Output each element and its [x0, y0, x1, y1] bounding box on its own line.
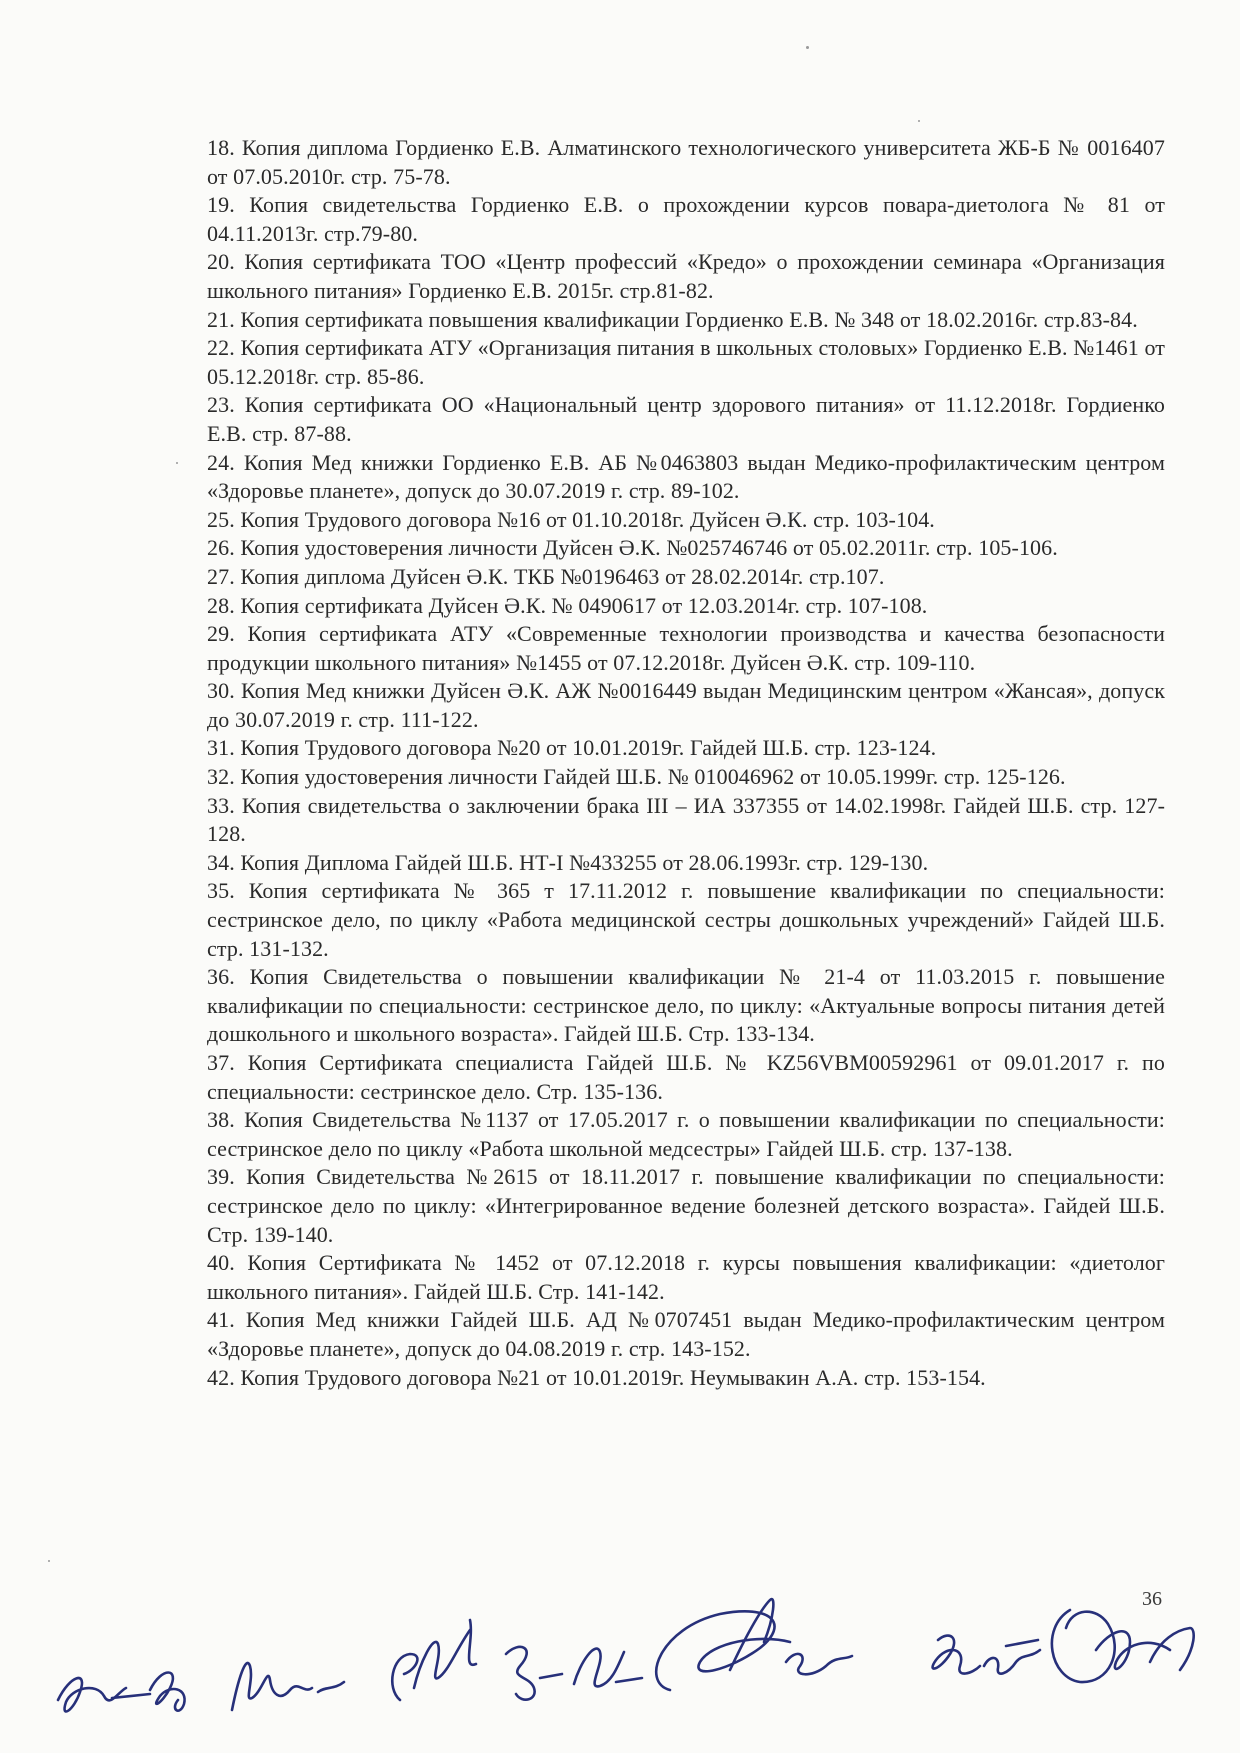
list-item: 25. Копия Трудового договора №16 от 01.10.2018г. Дуйсен Ә.К. стр. 103-104. [207, 506, 935, 532]
signatures-row [0, 1570, 1240, 1753]
list-item: 29. Копия сертификата АТУ «Современные технологии производства и качества безопасности продукции школьного питания» №1455 от 07.12.2018г. Дуйсен Ә.К. стр. 109-110. [207, 621, 1165, 675]
list-item: 20. Копия сертификата ТОО «Центр профессий «Кредо» о прохождении семинара «Организация школьного питания» Гордиенко Е.В. 2015г. стр.81-82. [207, 249, 1165, 303]
list-item: 26. Копия удостоверения личности Дуйсен Ә.К. №025746746 от 05.02.2011г. стр. 105-106. [207, 535, 1058, 561]
signature-2 [232, 1663, 344, 1710]
list-item: 40. Копия Сертификата № 1452 от 07.12.2018 г. курсы повышения квалификации: «диетолог школьного питания». Гайдей Ш.Б. Стр. 141-142. [207, 1250, 1165, 1304]
list-item: 27. Копия диплома Дуйсен Ә.К. ТКБ №0196463 от 28.02.2014г. стр.107. [207, 563, 885, 589]
list-item: 23. Копия сертификата ОО «Национальный центр здорового питания» от 11.12.2018г. Гордиенко Е.В. стр. 87-88. [207, 392, 1165, 446]
list-item: 24. Копия Мед книжки Гордиенко Е.В. АБ №0463803 выдан Медико-профилактическим центром «Здоровье планете», допуск до 30.07.2019 г. стр. 89-102. [207, 449, 1165, 504]
list-item: 39. Копия Свидетельства №2615 от 18.11.2017 г. повышение квалификации по специальности: сестринское дело по циклу: «Интегрированное ведение болезней детского возраста». Гайдей Ш.Б. Стр. 139-140. [207, 1164, 1165, 1247]
signature-4 [506, 1647, 642, 1700]
signature-7 [1052, 1610, 1194, 1682]
list-item: 36. Копия Свидетельства о повышении квалификации № 21-4 от 11.03.2015 г. повышение квалификации по специальности: сестринское дело, по циклу: «Актуальные вопросы питания детей дошкольного и школьного возраста». Гайдей Ш.Б. Стр. 133-134. [207, 964, 1165, 1047]
list-item: 19. Копия свидетельства Гордиенко Е.В. о прохождении курсов повара-диетолога № 81 от 04.11.2013г. стр.79-80. [207, 192, 1165, 246]
list-item: 22. Копия сертификата АТУ «Организация питания в школьных столовых» Гордиенко Е.В. №1461 от 05.12.2018г. стр. 85-86. [207, 335, 1165, 389]
scan-speck [918, 120, 920, 122]
list-item: 38. Копия Свидетельства №1137 от 17.05.2017 г. о повышении квалификации по специальности: сестринское дело по циклу «Работа школьной медсестры» Гайдей Ш.Б. стр. 137-138. [207, 1107, 1165, 1161]
signature-3 [392, 1620, 476, 1700]
list-item: 28. Копия сертификата Дуйсен Ә.К. № 0490617 от 12.03.2014г. стр. 107-108. [207, 592, 928, 618]
signatures-image [0, 1570, 1240, 1753]
list-item: 34. Копия Диплома Гайдей Ш.Б. НТ-I №433255 от 28.06.1993г. стр. 129-130. [207, 849, 929, 875]
list-item: 33. Копия свидетельства о заключении брака III – ИА 337355 от 14.02.1998г. Гайдей Ш.Б. стр. 127-128. [207, 792, 1165, 847]
list-item: 30. Копия Мед книжки Дуйсен Ә.К. АЖ №0016449 выдан Медицинским центром «Жансая», допуск до 30.07.2019 г. стр. 111-122. [207, 678, 1165, 732]
list-item: 32. Копия удостоверения личности Гайдей Ш.Б. № 010046962 от 10.05.1999г. стр. 125-126. [207, 764, 1066, 790]
list-item: 21. Копия сертификата повышения квалификации Гордиенко Е.В. № 348 от 18.02.2016г. стр.83-84. [207, 306, 1138, 332]
list-item: 37. Копия Сертификата специалиста Гайдей Ш.Б. № KZ56VBM00592961 от 09.01.2017 г. по специальности: сестринское дело. Стр. 135-136. [207, 1050, 1165, 1104]
signature-5 [656, 1599, 852, 1690]
signature-6 [933, 1636, 1040, 1674]
scan-speck [806, 46, 809, 49]
list-item: 41. Копия Мед книжки Гайдей Ш.Б. АД №0707451 выдан Медико-профилактическим центром «Здоровье планете», допуск до 04.08.2019 г. стр. 143-152. [207, 1307, 1165, 1361]
document-list [207, 134, 1165, 1392]
list-item: 18. Копия диплома Гордиенко Е.В. Алматинского технологического университета ЖБ-Б № 0016407 от 07.05.2010г. стр. 75-78. [207, 135, 1165, 189]
list-item: 31. Копия Трудового договора №20 от 10.01.2019г. Гайдей Ш.Б. стр. 123-124. [207, 735, 937, 761]
signature-1 [58, 1673, 185, 1712]
scan-speck [176, 462, 178, 464]
list-item: 42. Копия Трудового договора №21 от 10.01.2019г. Неумывакин А.А. стр. 153-154. [207, 1364, 986, 1390]
scan-speck [48, 1560, 50, 1562]
list-item: 35. Копия сертификата № 365 т 17.11.2012 г. повышение квалификации по специальности: сестринское дело, по циклу «Работа медицинской сестры дошкольных учреждений» Гайдей Ш.Б. стр. 131-132. [207, 878, 1165, 961]
page-number: 36 [1142, 1588, 1162, 1610]
